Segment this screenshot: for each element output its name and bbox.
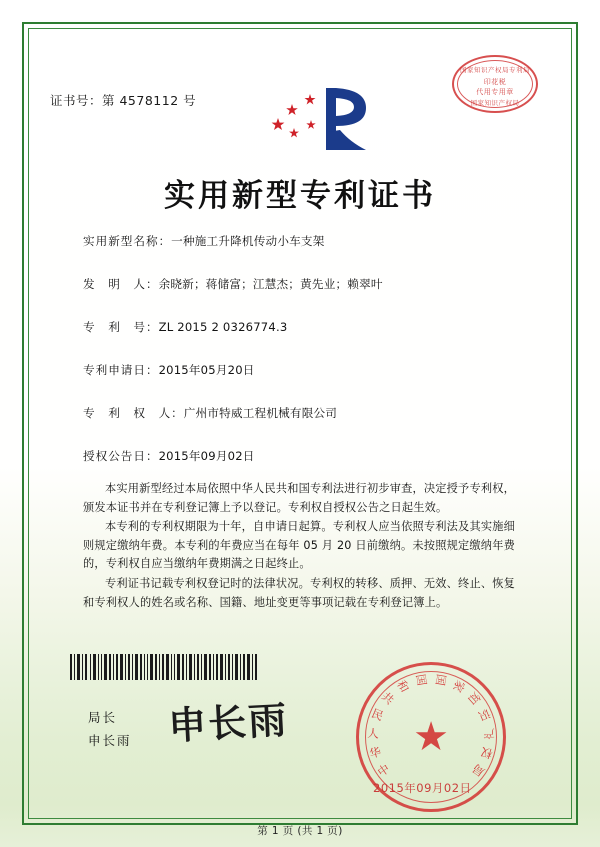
seal-star-icon: ★ xyxy=(413,714,449,760)
paragraph-grant-statement: 本实用新型经过本局依照中华人民共和国专利法进行初步审查，决定授予专利权，颁发本证书并在专利登记簿上予以登记。专利权自授权公告之日起生效。 xyxy=(83,482,515,514)
field-application-date xyxy=(83,362,255,378)
field-label: 专利申请日： xyxy=(83,363,159,377)
certificate-content xyxy=(28,28,572,837)
certificate-number: 证书号：第 4578112 号 xyxy=(50,93,197,108)
field-label: 专 利 号： xyxy=(83,320,159,334)
field-value: 一种施工升降机传动小车支架 xyxy=(171,234,325,248)
official-round-seal: ★ 中 华 人 民 共 和 国 国 家 知 识 产 权 局 xyxy=(356,662,506,812)
field-patentee xyxy=(83,405,337,421)
field-value: 2015年09月02日 xyxy=(158,449,255,463)
field-utility-model-name xyxy=(83,233,325,249)
barcode xyxy=(70,654,260,680)
director-signature: 申长雨 xyxy=(167,696,290,749)
paragraph-legal-status: 专利证书记载专利权登记时的法律状况。专利权的转移、质押、无效、终止、恢复和专利权人的姓名或名称、国籍、地址变更等事项记载在专利登记簿上。 xyxy=(83,577,515,609)
paragraph-term-and-fees: 本专利的专利权期限为十年，自申请日起算。专利权人应当依照专利法及其实施细则规定缴纳年费。本专利的年费应当在每年 05 月 20 日前缴纳。未按照规定缴纳年费的，专利权自应当缴纳年费期满之日起终止。 xyxy=(83,520,515,570)
field-grant-announcement-date xyxy=(83,448,255,464)
field-label: 实用新型名称： xyxy=(83,234,172,248)
director-name-label: 申长雨 xyxy=(88,733,132,748)
sipo-logo-icon xyxy=(270,80,380,158)
field-patent-number xyxy=(83,319,287,335)
field-value: 广州市特威工程机械有限公司 xyxy=(183,406,338,420)
tax-stamp-seal: 国家知识产权局专利局 印花税 代用专用章 国家知识产权局 xyxy=(452,55,538,113)
page-title: 实用新型专利证书 xyxy=(164,178,436,214)
field-label: 发 明 人： xyxy=(83,277,159,291)
director-title-label: 局长 xyxy=(88,710,118,725)
field-value: ZL 2015 2 0326774.3 xyxy=(158,320,288,334)
field-label: 专 利 权 人： xyxy=(83,406,184,420)
field-label: 授权公告日： xyxy=(83,449,159,463)
field-value: 2015年05月20日 xyxy=(158,363,255,377)
field-value: 余晓新；蒋储富；江慧杰；黄先业；赖翠叶 xyxy=(158,277,383,291)
page-footer: 第 1 页 (共 1 页) xyxy=(257,825,343,837)
field-inventors xyxy=(83,276,383,292)
seal-date: 2015年09月02日 xyxy=(373,781,472,795)
